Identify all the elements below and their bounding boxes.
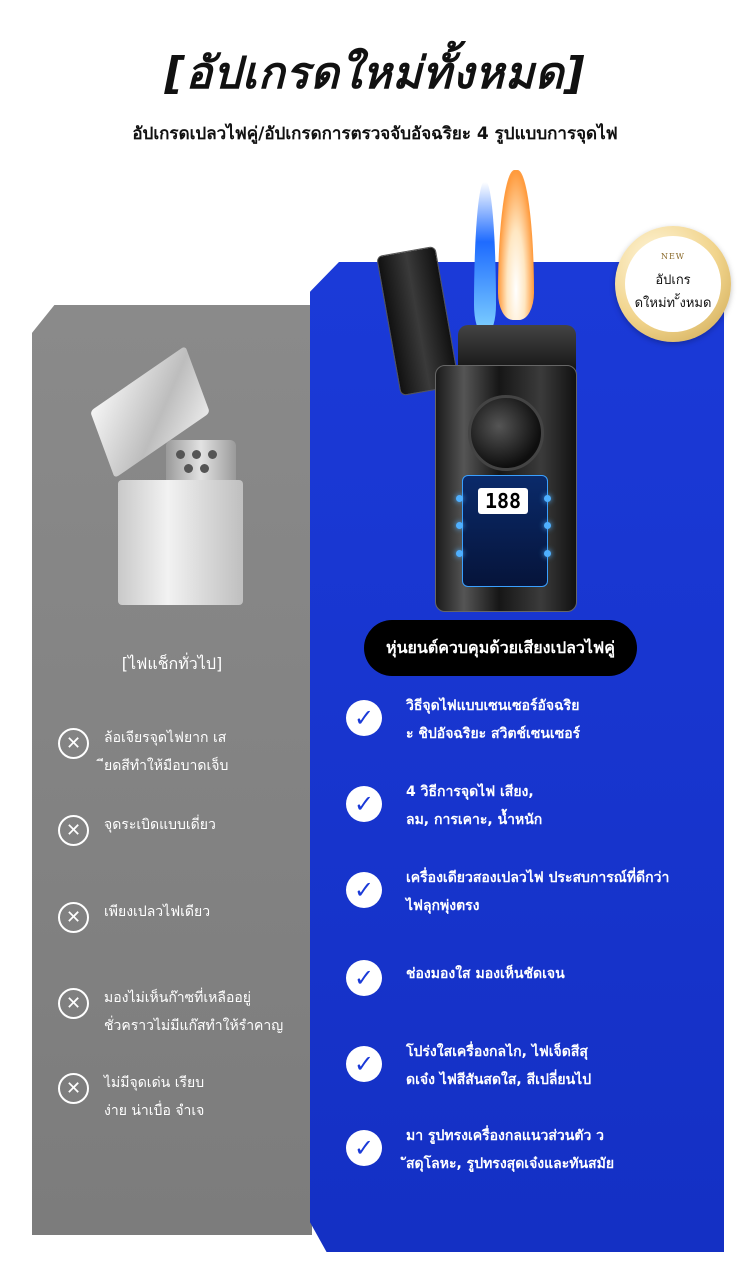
x-circle-icon: ✕	[58, 1073, 89, 1104]
x-circle-icon: ✕	[58, 988, 89, 1019]
new-upgrade-badge	[615, 226, 731, 342]
lighter-knob	[468, 395, 544, 471]
page-subtitle: อัปเกรดเปลวไฟคู่/อัปเกรดการตรวจจับอัจฉริยะ 4 รูปแบบการจุดไฟ	[132, 124, 618, 144]
dual-flame-lighter-image	[380, 170, 610, 620]
check-circle-icon: ✓	[346, 872, 382, 908]
badge-new-text: NEW	[660, 252, 686, 261]
badge-line-1: อัปเกร	[655, 273, 691, 288]
regular-lighter-image	[88, 360, 248, 610]
x-circle-icon: ✕	[58, 902, 89, 933]
check-circle-icon: ✓	[346, 1046, 382, 1082]
check-circle-icon: ✓	[346, 786, 382, 822]
badge-line-2: ดใหม่ท ั้งหมด	[634, 296, 712, 311]
upgraded-lighter-label: หุ่นยนต์ควบคุมด้วยเสียงเปลวไฟคู่	[364, 620, 637, 676]
x-circle-icon: ✕	[58, 815, 89, 846]
check-circle-icon: ✓	[346, 700, 382, 736]
page-title: [อัปเกรดใหม่ทั้งหมด]	[164, 48, 586, 99]
x-circle-icon: ✕	[58, 728, 89, 759]
check-circle-icon: ✓	[346, 960, 382, 996]
blue-flame-icon	[474, 182, 496, 332]
lighter-display-digits: 188	[478, 488, 528, 514]
orange-flame-icon	[498, 170, 534, 320]
regular-lighter-label: [ไฟแช็กทั่วไป]	[121, 654, 223, 673]
check-circle-icon: ✓	[346, 1130, 382, 1166]
